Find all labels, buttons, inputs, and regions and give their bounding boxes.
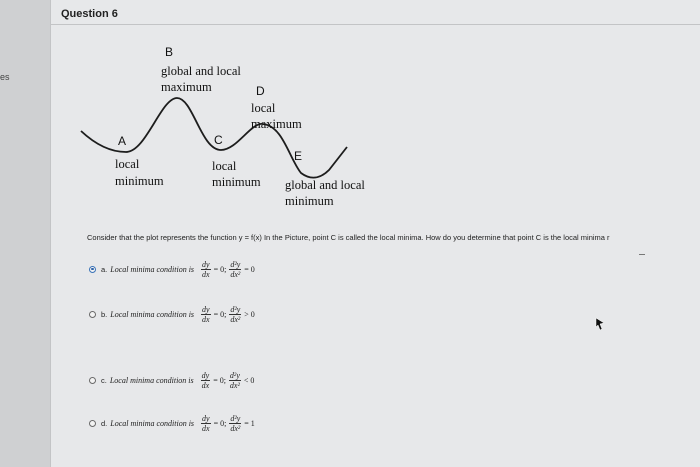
- second-derivative: $\frac{\text{d²y}}{\text{dx²}}$: [230, 259, 241, 279]
- radio-d[interactable]: [89, 420, 96, 427]
- option-text: Local minima condition is: [109, 375, 194, 385]
- first-derivative-relation: = 0;: [213, 264, 227, 274]
- annotation-A-line2: minimum: [115, 174, 164, 188]
- first-derivative-relation: = 0;: [213, 309, 227, 319]
- option-a[interactable]: [89, 252, 257, 286]
- annotation-D-line1: local: [251, 101, 276, 115]
- radio-c[interactable]: [89, 377, 96, 384]
- option-text: Local minima condition is: [110, 418, 195, 428]
- annotation-C-line1: local: [212, 159, 237, 173]
- first-derivative: $\frac{dy}{dx}$: [202, 259, 210, 279]
- annotation-E-line2: minimum: [285, 194, 334, 208]
- annotation-B-line2: maximum: [161, 80, 212, 94]
- first-derivative: $\frac{dy}{dx}$: [202, 304, 210, 324]
- label-B: B: [165, 45, 174, 59]
- option-c[interactable]: [89, 363, 256, 397]
- annotation-B-line1: global and local: [161, 64, 241, 78]
- annotation-E-line1: global and local: [285, 178, 365, 192]
- second-derivative-relation: > 0: [244, 309, 255, 319]
- option-letter: a.: [101, 264, 108, 274]
- label-D: D: [256, 84, 265, 98]
- curve-figure: [51, 0, 700, 230]
- question-prompt: Consider that the plot represents the function y = f(x) In the Picture, point C is called the local minima. How do you determine that point C is the local minima r: [87, 233, 610, 242]
- second-derivative-relation: < 0: [243, 375, 255, 385]
- first-derivative: $\frac{dy}{dx}$: [201, 370, 210, 390]
- left-sidebar-strip: [0, 0, 50, 467]
- radio-b[interactable]: [89, 311, 96, 318]
- option-text: Local minima condition is: [110, 309, 195, 319]
- option-letter: c.: [101, 375, 107, 385]
- radio-a[interactable]: [89, 266, 96, 273]
- second-derivative: $\frac{\text{d²y}}{\text{dx²}}$: [229, 370, 240, 390]
- second-derivative-relation: = 0: [244, 264, 255, 274]
- option-text: Local minima condition is: [110, 264, 195, 274]
- option-letter: b.: [101, 309, 108, 319]
- divider-mark: [639, 254, 645, 255]
- option-d[interactable]: [89, 406, 257, 440]
- option-letter: d.: [101, 418, 108, 428]
- question-panel: [50, 0, 700, 467]
- second-derivative: $\frac{\text{d²y}}{\text{dx²}}$: [230, 304, 241, 324]
- second-derivative: $\frac{\text{d²y}}{\text{dx²}}$: [230, 413, 241, 433]
- sidebar-text-fragment: es: [0, 72, 10, 82]
- question-title: Question 6: [61, 8, 118, 20]
- label-E: E: [294, 149, 303, 163]
- mouse-pointer-icon: [595, 317, 607, 331]
- first-derivative-relation: = 0;: [213, 375, 226, 385]
- option-b[interactable]: [89, 297, 257, 331]
- annotation-D-line2: maximum: [251, 117, 302, 131]
- first-derivative-relation: = 0;: [213, 418, 227, 428]
- annotation-A-line1: local: [115, 157, 140, 171]
- first-derivative: $\frac{dy}{dx}$: [202, 413, 210, 433]
- label-A: A: [118, 134, 127, 148]
- label-C: C: [214, 133, 223, 147]
- annotation-C-line2: minimum: [212, 175, 261, 189]
- second-derivative-relation: = 1: [244, 418, 255, 428]
